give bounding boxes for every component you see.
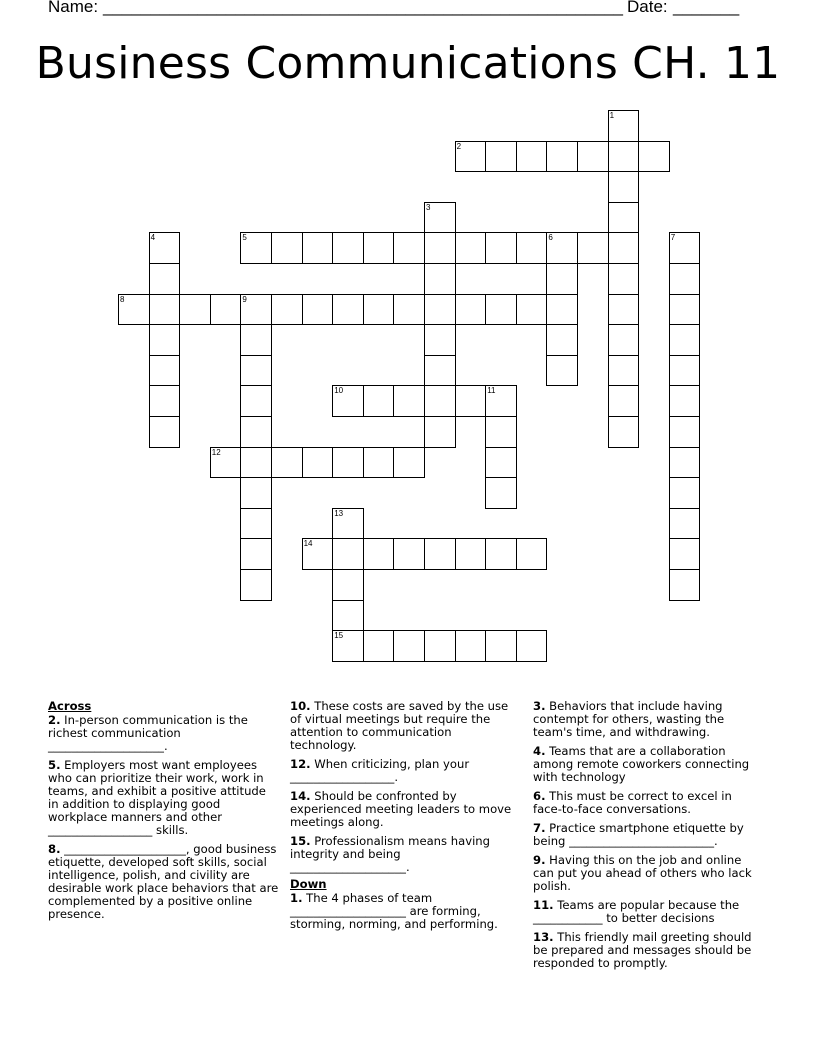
clue-text: Should be confronted by experienced meeting leaders to move meetings along.: [290, 789, 512, 829]
cell-number: 2: [456, 141, 462, 151]
cell-number: 8: [120, 294, 125, 304]
crossword-cell[interactable]: [363, 538, 395, 570]
clue-number: 10.: [290, 699, 311, 713]
crossword-cell[interactable]: [455, 232, 487, 264]
crossword-cell[interactable]: [516, 232, 548, 264]
clue-number: 4.: [533, 744, 546, 758]
crossword-cell[interactable]: [485, 416, 517, 448]
clue-number: 13.: [533, 930, 554, 944]
clue-text: The 4 phases of team ____________________ are forming, storming, norming, and performing.: [290, 891, 498, 931]
crossword-cell[interactable]: [608, 141, 640, 173]
crossword-cell[interactable]: [577, 232, 609, 264]
crossword-cell[interactable]: [424, 263, 456, 295]
clue-number: 8.: [48, 842, 61, 856]
crossword-cell[interactable]: [608, 324, 640, 356]
cell-number: 15: [334, 631, 344, 641]
page-title: Business Communications CH. 11: [35, 38, 781, 89]
crossword-cell[interactable]: [332, 569, 364, 601]
crossword-cell[interactable]: [516, 294, 548, 326]
crossword-cell[interactable]: [363, 232, 395, 264]
crossword-cell[interactable]: [332, 294, 364, 326]
crossword-cell[interactable]: [608, 385, 640, 417]
crossword-cell[interactable]: [240, 508, 272, 540]
clue-item: [533, 854, 759, 893]
crossword-cell[interactable]: [424, 538, 456, 570]
crossword-cell[interactable]: [271, 232, 303, 264]
clue-text: Teams that are a collaboration among remote coworkers connecting with technology: [533, 744, 750, 784]
crossword-cell[interactable]: [455, 630, 487, 662]
crossword-cell[interactable]: [149, 416, 181, 448]
cell-number: 6: [548, 233, 553, 243]
name-field[interactable]: _______________________________________________________: [103, 0, 624, 16]
crossword-cell[interactable]: [393, 538, 425, 570]
crossword-cell[interactable]: [240, 477, 272, 509]
clue-item: [533, 700, 759, 739]
crossword-cell[interactable]: [363, 447, 395, 479]
cell-number: 3: [426, 202, 431, 212]
clue-item: [48, 843, 280, 921]
clue-column-3: [533, 700, 759, 976]
crossword-cell[interactable]: [608, 416, 640, 448]
clue-number: 9.: [533, 853, 546, 867]
crossword-cell[interactable]: [393, 630, 425, 662]
clue-number: 5.: [48, 758, 61, 772]
clue-item: [290, 835, 516, 874]
crossword-cell[interactable]: [240, 324, 272, 356]
crossword-cell[interactable]: [485, 630, 517, 662]
crossword-cell[interactable]: [546, 324, 578, 356]
date-label: Date:: [627, 0, 668, 16]
clue-list-col2-down: [290, 892, 516, 931]
clue-text: _____________________, good business etiquette, developed soft skills, social intelligence, polish, and civility are desirable work place behaviors that are complemented by a positive online presence.: [48, 842, 279, 921]
clue-item: [48, 714, 280, 753]
crossword-cell[interactable]: [240, 569, 272, 601]
cell-number: 4: [150, 233, 156, 243]
crossword-cell[interactable]: [669, 447, 701, 479]
crossword-cell[interactable]: [669, 416, 701, 448]
clue-number: 7.: [533, 821, 546, 835]
crossword-cell[interactable]: [363, 630, 395, 662]
crossword-cell[interactable]: [240, 538, 272, 570]
crossword-cell[interactable]: [608, 171, 640, 203]
clue-text: These costs are saved by the use of virtual meetings but require the attention to communication technology.: [290, 699, 509, 752]
clue-text: In-person communication is the richest communication ____________________.: [48, 713, 248, 753]
clue-item: [290, 790, 516, 829]
crossword-cell[interactable]: [424, 294, 456, 326]
cell-number: 7: [670, 233, 676, 243]
crossword-cell[interactable]: [485, 232, 517, 264]
crossword-cell[interactable]: [393, 294, 425, 326]
crossword-cell[interactable]: [149, 355, 181, 387]
crossword-cell[interactable]: [455, 385, 487, 417]
clue-item: [290, 758, 516, 784]
crossword-cell[interactable]: [332, 600, 364, 632]
clue-item: [533, 899, 759, 925]
clue-item: [533, 931, 759, 970]
crossword-cell[interactable]: [332, 232, 364, 264]
crossword-cell[interactable]: [424, 385, 456, 417]
clue-number: 2.: [48, 713, 61, 727]
cell-number: 13: [334, 508, 344, 518]
crossword-cell[interactable]: [669, 324, 701, 356]
crossword-cell[interactable]: [638, 141, 670, 173]
crossword-cell[interactable]: [363, 294, 395, 326]
clue-number: 3.: [533, 699, 546, 713]
date-field[interactable]: _______: [673, 0, 740, 16]
crossword-cell[interactable]: [149, 263, 181, 295]
clue-text: Practice smartphone etiquette by being _________________________.: [533, 821, 744, 848]
crossword-cell[interactable]: [455, 294, 487, 326]
crossword-cell[interactable]: [546, 263, 578, 295]
crossword-cell[interactable]: [516, 141, 548, 173]
crossword-cell[interactable]: [332, 447, 364, 479]
crossword-cell[interactable]: [577, 141, 609, 173]
crossword-cell[interactable]: [608, 232, 640, 264]
clue-item: [533, 822, 759, 848]
crossword-cell[interactable]: [669, 294, 701, 326]
crossword-cell[interactable]: [332, 538, 364, 570]
crossword-cell[interactable]: [240, 416, 272, 448]
name-label: Name:: [48, 0, 99, 16]
cell-number: 9: [242, 294, 247, 304]
crossword-cell[interactable]: [485, 294, 517, 326]
cell-number: 11: [487, 386, 496, 396]
cell-number: 5: [242, 233, 247, 243]
clue-text: Teams are popular because the ____________ to better decisions: [533, 898, 740, 925]
crossword-cell[interactable]: [485, 477, 517, 509]
clue-item: [48, 759, 280, 837]
cell-number: 1: [609, 111, 615, 120]
crossword-cell[interactable]: [149, 385, 181, 417]
crossword-cell[interactable]: [546, 294, 578, 326]
crossword-cell[interactable]: [485, 141, 517, 173]
crossword-cell[interactable]: [608, 202, 640, 234]
clue-number: 15.: [290, 834, 311, 848]
crossword-cell[interactable]: [424, 232, 456, 264]
down-heading: Down: [290, 877, 327, 891]
crossword-cell[interactable]: [271, 294, 303, 326]
crossword-cell[interactable]: [455, 538, 487, 570]
cell-number: 12: [211, 447, 221, 457]
clue-text: Having this on the job and online can put you ahead of others who lack polish.: [533, 853, 752, 893]
clue-item: [533, 745, 759, 784]
crossword-cell[interactable]: [485, 538, 517, 570]
clue-number: 6.: [533, 789, 546, 803]
clue-number: 12.: [290, 757, 311, 771]
crossword-cell[interactable]: [669, 355, 701, 387]
crossword-cell[interactable]: [240, 385, 272, 417]
clue-item: [533, 790, 759, 816]
clue-number: 11.: [533, 898, 554, 912]
cell-number: 10: [334, 386, 344, 396]
crossword-cell[interactable]: [516, 630, 548, 662]
crossword-cell[interactable]: [608, 294, 640, 326]
crossword-cell[interactable]: [271, 447, 303, 479]
crossword-cell[interactable]: [546, 355, 578, 387]
crossword-cell[interactable]: [608, 263, 640, 295]
crossword-cell[interactable]: [669, 385, 701, 417]
crossword-cell[interactable]: [179, 294, 211, 326]
crossword-cell[interactable]: [424, 416, 456, 448]
crossword-cell[interactable]: [363, 385, 395, 417]
crossword-cell[interactable]: [608, 355, 640, 387]
crossword-cell[interactable]: [669, 508, 701, 540]
crossword-cell[interactable]: [669, 477, 701, 509]
crossword-cell[interactable]: [240, 355, 272, 387]
crossword-cell[interactable]: [424, 324, 456, 356]
clue-number: 1.: [290, 891, 303, 905]
clue-text: Professionalism means having integrity and being ____________________.: [290, 834, 490, 874]
crossword-cell[interactable]: [302, 294, 334, 326]
crossword-cell[interactable]: [516, 538, 548, 570]
crossword-cell[interactable]: [669, 569, 701, 601]
clue-text: When criticizing, plan your __________________.: [290, 757, 470, 784]
crossword-cell[interactable]: [393, 447, 425, 479]
crossword-cell[interactable]: [546, 141, 578, 173]
crossword-cell[interactable]: [669, 263, 701, 295]
clue-column-2: [290, 700, 516, 937]
cell-number: 14: [303, 539, 313, 549]
clue-text: Behaviors that include having contempt for others, wasting the team's time, and withdrawing.: [533, 699, 725, 739]
across-heading: Across: [48, 699, 92, 713]
crossword-cell[interactable]: [485, 447, 517, 479]
clue-text: This friendly mail greeting should be prepared and messages should be responded to promptly.: [533, 930, 752, 970]
clue-text: This must be correct to excel in face-to-face conversations.: [533, 789, 732, 816]
clue-list-col2-across: [290, 700, 516, 874]
crossword-cell[interactable]: [302, 447, 334, 479]
crossword-cell[interactable]: [393, 385, 425, 417]
clue-item: [290, 892, 516, 931]
clue-list-col1: [48, 714, 280, 921]
crossword-cell[interactable]: [240, 447, 272, 479]
crossword-cell[interactable]: [149, 324, 181, 356]
crossword-cell[interactable]: [210, 294, 242, 326]
crossword-cell[interactable]: [424, 630, 456, 662]
crossword-cell[interactable]: [149, 294, 181, 326]
crossword-cell[interactable]: [393, 232, 425, 264]
clue-list-col3: [533, 700, 759, 970]
crossword-cell[interactable]: [302, 232, 334, 264]
crossword-cell[interactable]: [424, 355, 456, 387]
clue-number: 14.: [290, 789, 311, 803]
crossword-cell[interactable]: [669, 538, 701, 570]
clue-column-1: [48, 700, 280, 927]
clue-text: Employers most want employees who can prioritize their work, work in teams, and exhibit a positive attitude in addition to displaying good workplace manners and other __________________ skills.: [48, 758, 266, 837]
clue-item: [290, 700, 516, 752]
